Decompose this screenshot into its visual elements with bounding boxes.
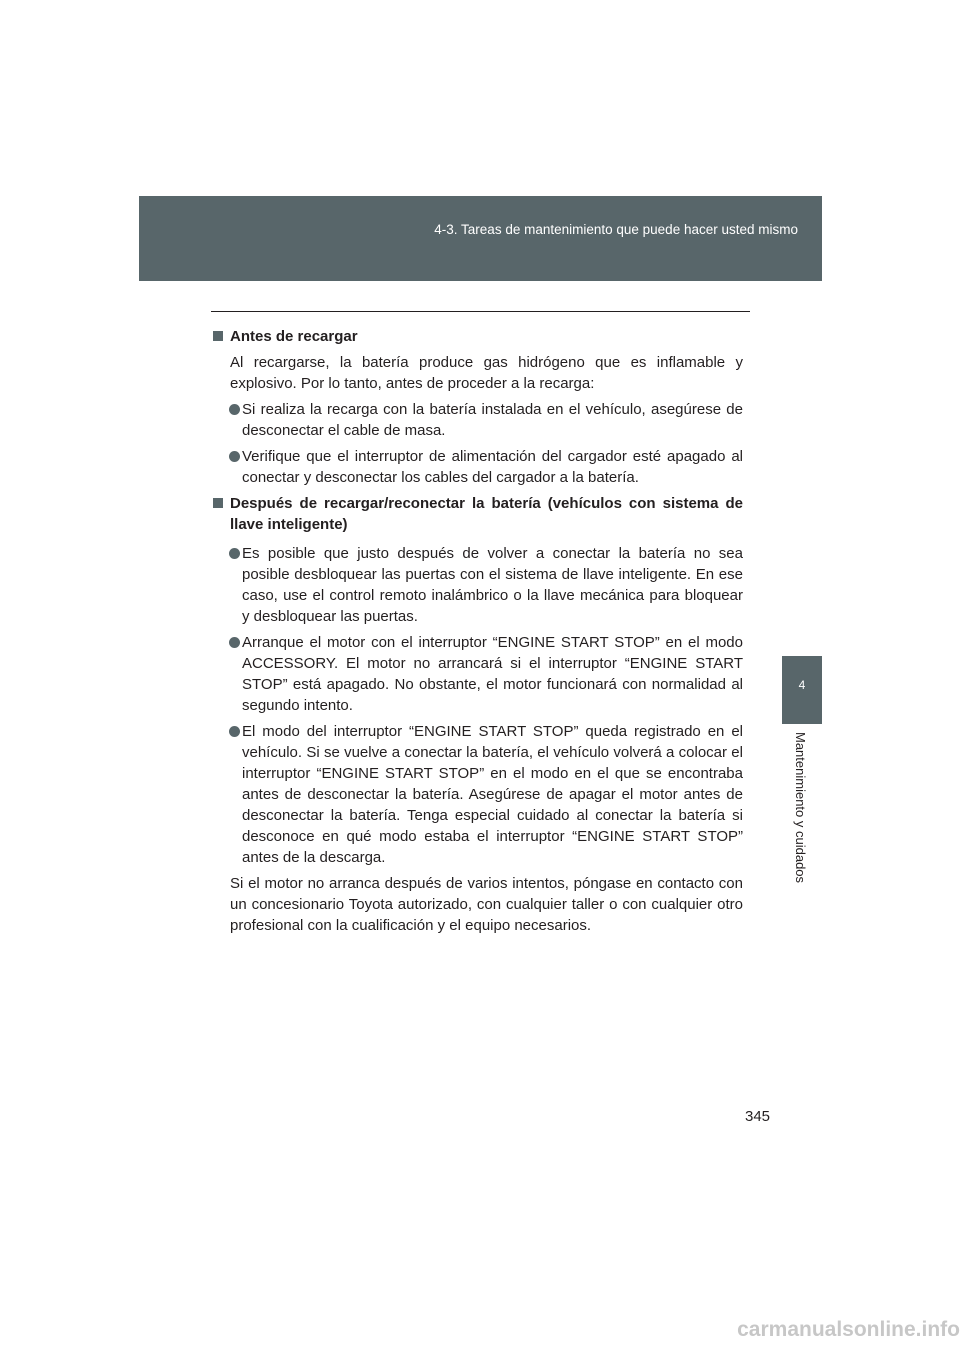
round-bullet-icon: [229, 404, 240, 415]
section-heading: [213, 326, 743, 347]
list-item: [230, 721, 743, 868]
round-bullet-icon: [229, 637, 240, 648]
chapter-label: Mantenimiento y cuidados: [793, 732, 808, 884]
page-number: 345: [745, 1108, 771, 1125]
list-item-text: El modo del interruptor “ENGINE START STOP” queda registrado en el vehículo. Si se vuelve a conectar la batería, el vehículo volverá a colocar el interruptor “ENGINE START STOP” en el modo en el que se encontraba antes de desconectar la batería. Asegúrese de apagar el motor antes de desconectar la batería. Tenga especial cuidado al conectar la batería si desconoce en qué modo estaba el interruptor “ENGINE START STOP” antes de la descarga.: [242, 723, 743, 866]
list-item-text: Verifique que el interruptor de alimentación del cargador esté apagado al conectar y desconectar los cables del cargador a la batería.: [242, 448, 743, 486]
section-heading-text: Después de recargar/reconectar la batería (vehículos con sistema de llave inteligente): [230, 495, 743, 533]
round-bullet-icon: [229, 451, 240, 462]
chapter-tab: [782, 656, 822, 724]
list-item: [230, 399, 743, 441]
list-item-text: Es posible que justo después de volver a conectar la batería no sea posible desbloquear las puertas con el sistema de llave inteligente. En ese caso, use el control remoto inalámbrico o la llave mecánica para bloquear y desbloquear las puertas.: [242, 545, 743, 625]
list-item-text: Arranque el motor con el interruptor “ENGINE START STOP” en el modo ACCESSORY. El motor no arrancará si el interruptor “ENGINE START STOP” está apagado. No obstante, el motor funcionará con normalidad al segundo intento.: [242, 634, 743, 714]
round-bullet-icon: [229, 548, 240, 559]
section-heading-text: Antes de recargar: [230, 328, 358, 345]
list-item: [230, 632, 743, 716]
page-content: [213, 326, 743, 936]
header-title: 4-3. Tareas de mantenimiento que puede hacer usted mismo: [434, 222, 798, 237]
round-bullet-icon: [229, 726, 240, 737]
square-bullet-icon: [213, 331, 223, 341]
chapter-header: [139, 196, 822, 281]
list-item: [230, 543, 743, 627]
list-item-text: Si realiza la recarga con la batería instalada en el vehículo, asegúrese de desconectar el cable de masa.: [242, 401, 743, 439]
section-heading: [213, 493, 743, 535]
list-item: [230, 446, 743, 488]
watermark: carmanualsonline.info: [737, 1318, 960, 1341]
square-bullet-icon: [213, 498, 223, 508]
chapter-number: 4: [798, 678, 806, 692]
closing-paragraph: Si el motor no arranca después de varios intentos, póngase en contacto con un concesionario Toyota autorizado, con cualquier taller o con cualquier otro profesional con la cualificación y el equipo necesarios.: [230, 875, 743, 934]
section-intro: Al recargarse, la batería produce gas hidrógeno que es inflamable y explosivo. Por lo tanto, antes de proceder a la recarga:: [230, 354, 743, 392]
top-divider: [211, 311, 750, 312]
